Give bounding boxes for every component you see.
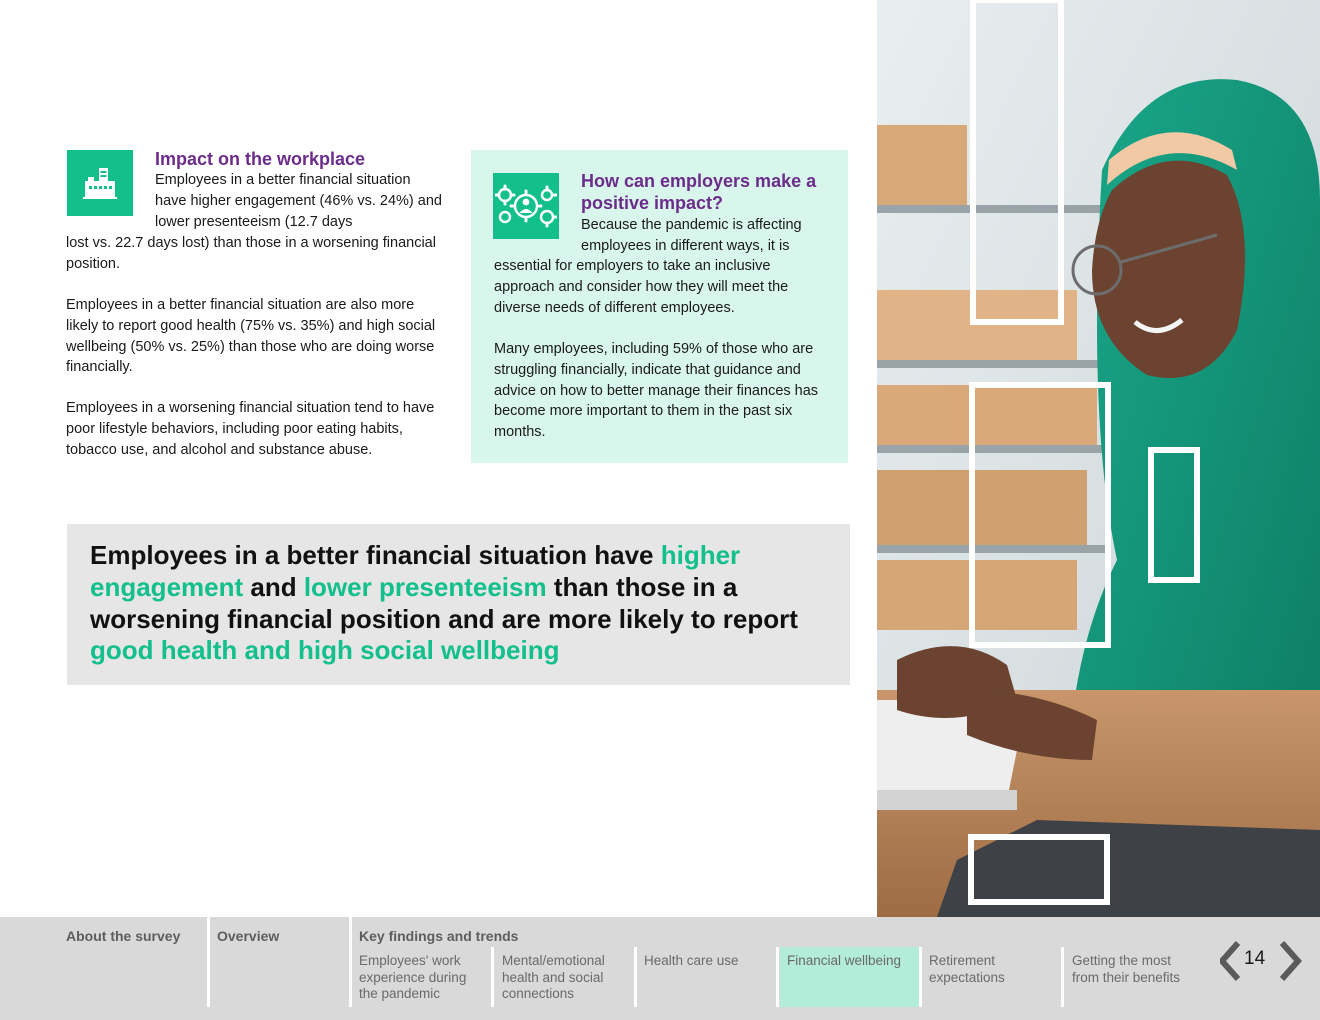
employer-impact-heading: How can employers make a positive impact? (581, 171, 817, 213)
nav-divider (634, 947, 637, 1007)
nav-item-work-experience[interactable]: Employees' work experience during the pandemic (359, 953, 467, 1002)
callout-text-2: and (243, 571, 304, 602)
prev-page-icon[interactable] (1222, 943, 1238, 979)
nav-overview[interactable]: Overview (217, 928, 280, 944)
callout-highlight-2: lower presenteeism (303, 571, 547, 602)
nav-divider (349, 917, 352, 1007)
callout-text-1: Employees in a better financial situation have (90, 540, 661, 570)
page-number: 14 (1244, 948, 1266, 969)
factory-icon-tile (67, 150, 133, 216)
nav-about-survey[interactable]: About the survey (66, 928, 181, 944)
employer-paragraph-1-end: essential for employers to take an inclusive approach and consider how they will meet the diverse needs of different employees. (494, 258, 789, 316)
employer-paragraph-2: Many employees, including 59% of those who are struggling financially, indicate that guidance and advice on how to better manage their finances has become more important to them in the past six months. (494, 341, 819, 441)
footer-navigation (0, 917, 1320, 1020)
nav-divider (919, 947, 922, 1007)
callout-highlight-1: higher engagement (90, 540, 741, 602)
woman-laptop-photo (877, 0, 1320, 917)
nav-divider (207, 917, 210, 1007)
gears-person-icon-tile (493, 173, 559, 239)
nav-item-benefits[interactable]: Getting the most from their benefits (1072, 953, 1181, 985)
nav-key-findings[interactable]: Key findings and trends (359, 928, 519, 944)
nav-item-retirement[interactable]: Retirement expectations (929, 953, 1005, 985)
nav-divider (1061, 947, 1064, 1007)
callout-highlight-3: good health and high social wellbeing (90, 635, 560, 666)
gears-person-icon (495, 181, 557, 231)
factory-icon (80, 163, 120, 203)
key-callout-text (90, 540, 835, 667)
nav-item-financial-wellbeing[interactable]: Financial wellbeing (787, 953, 902, 968)
nav-item-health-care-use[interactable]: Health care use (644, 953, 739, 968)
workplace-paragraph-3: Employees in a worsening financial situation tend to have poor lifestyle behaviors, including poor eating habits, tobacco use, and alcohol and substance abuse. (66, 400, 435, 458)
nav-item-mental-health[interactable]: Mental/emotional health and social connections (502, 953, 605, 1002)
employer-paragraph-1-start: Because the pandemic is affecting employees in different ways, it is (581, 217, 802, 254)
workplace-heading: Impact on the workplace (155, 149, 366, 169)
nav-divider (491, 947, 494, 1007)
nav-divider (776, 947, 779, 1007)
next-page-icon[interactable] (1282, 943, 1298, 979)
workplace-paragraph-1-end: lost vs. 22.7 days lost) than those in a worsening financial position. (66, 235, 436, 272)
callout-text-3: than those in a worsening financial position and are more likely to report (90, 571, 798, 634)
workplace-paragraph-1-start: Employees in a better financial situation have higher engagement (46% vs. 24%) and lower presenteeism (12.7 days (155, 172, 442, 230)
workplace-paragraph-2: Employees in a better financial situation are also more likely to report good health (75% vs. 35%) and high social wellbeing (50% vs. 25%) than those who are doing worse financially. (66, 297, 436, 376)
